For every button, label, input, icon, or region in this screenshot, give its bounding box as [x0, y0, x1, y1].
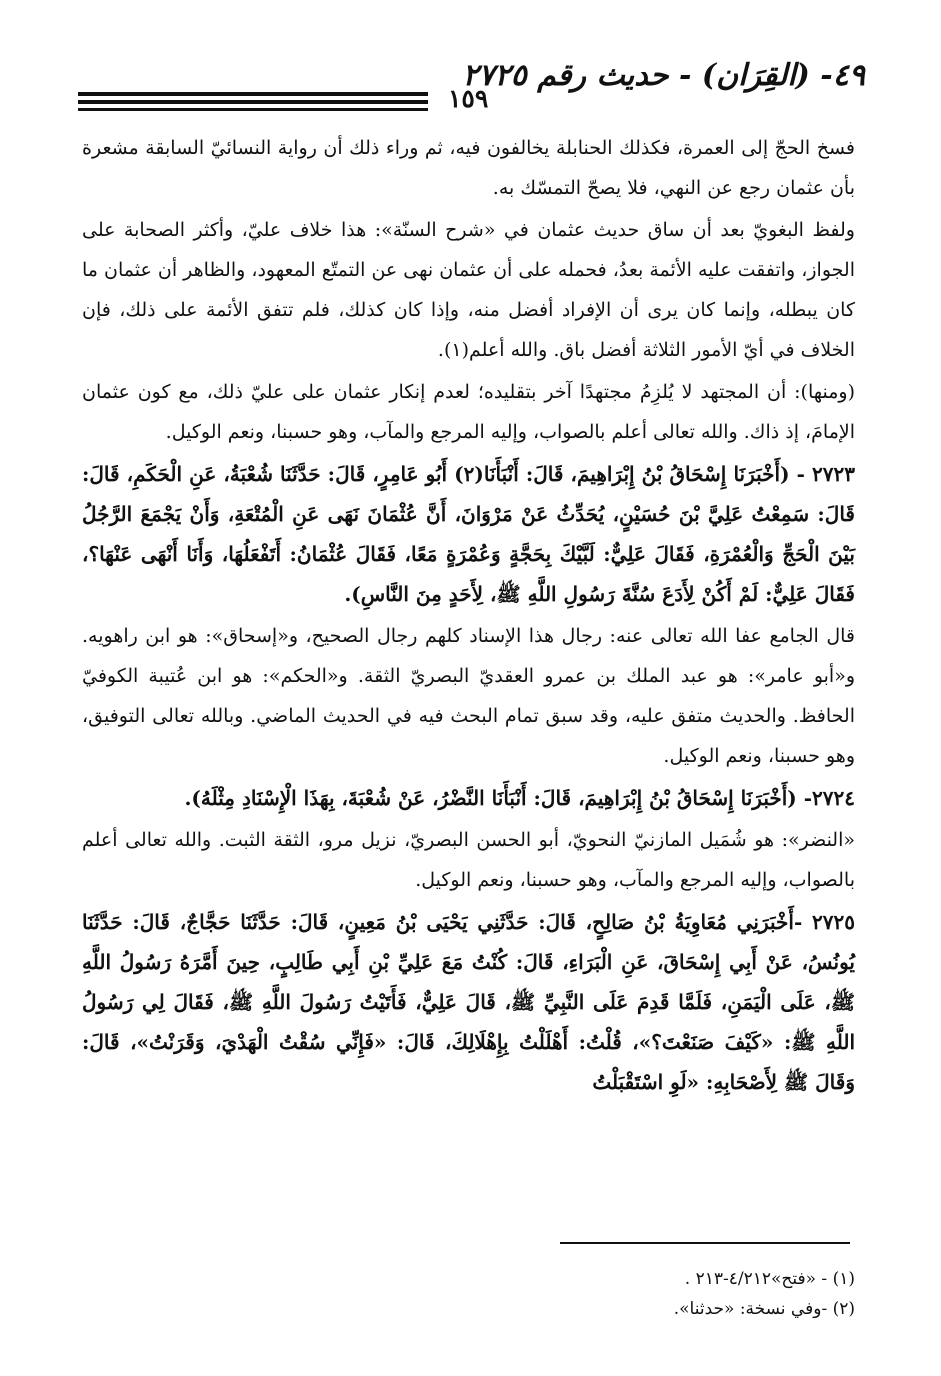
running-title: ٤٩- (القِرَان) - حديث رقم ٢٧٢٥	[462, 58, 865, 93]
main-text	[82, 128, 855, 1104]
paragraph: «النضر»: هو شُمَيل المازنيّ النحويّ، أبو الحسن البصريّ، نزيل مرو، الثقة الثبت. والله تعالى أعلم بالصواب، وإليه المرجع والمآب، وهو حسبنا، ونعم الوكيل.	[82, 829, 855, 891]
paragraph: (ومنها): أن المجتهد لا يُلزِمُ مجتهدًا آخر بتقليده؛ لعدم إنكار عثمان على عليّ ذلك، مع كون عثمان الإمامَ، إذ ذاك. والله تعالى أعلم بالصواب، وإليه المرجع والمآب، وهو حسبنا، ونعم الوكيل.	[82, 381, 855, 443]
paragraph: فسخ الحجّ إلى العمرة، فكذلك الحنابلة يخالفون فيه، ثم وراء ذلك أن رواية النسائيّ السابقة مشعرة بأن عثمان رجع عن النهي، فلا يصحّ التمسّك به.	[82, 137, 855, 199]
footnote-2: (٢) -وفي نسخة: «حدثنا».	[673, 1299, 855, 1319]
header-rule	[78, 92, 428, 96]
hadith-2724: ٢٧٢٤- (أَخْبَرَنَا إِسْحَاقُ بْنُ إِبْرَاهِيمَ، قَالَ: أَنْبَأَنَا النَّضْرُ، عَنْ شُعْبَةَ، بِهَذَا الْإِسْنَادِ مِثْلَهُ).	[184, 786, 855, 810]
header-rule	[78, 108, 428, 111]
hadith-2725: ٢٧٢٥ -أَخْبَرَنِي مُعَاوِيَةُ بْنُ صَالِحٍ، قَالَ: حَدَّثَنِي يَحْيَى بْنُ مَعِينٍ، قَالَ: حَدَّثَنَا حَجَّاجٌ، قَالَ: حَدَّثَنَا يُونُسُ، عَنْ أَبِي إِسْحَاقَ، عَنِ الْبَرَاءِ، قَالَ: كُنْتُ مَعَ عَلِيِّ بْنِ أَبِي طَالِبٍ، حِينَ أَمَّرَهُ رَسُولُ اللَّهِ ﷺ، عَلَى الْيَمَنِ، فَلَمَّا قَدِمَ عَلَى النَّبِيِّ ﷺ، قَالَ عَلِيٌّ، فَأَتَيْتُ رَسُولَ اللَّهِ ﷺ، فَقَالَ لِي رَسُولُ اللَّهِ ﷺ: «كَيْفَ صَنَعْتَ؟»، قُلْتُ: أَهْلَلْتُ بِإِهْلَالِكَ، قَالَ: «فَإِنِّي سُقْتُ الْهَدْيَ، وَقَرَنْتُ»، قَالَ: وَقَالَ ﷺ لِأَصْحَابِهِ: «لَوِ اسْتَقْبَلْتُ	[82, 910, 855, 1094]
paragraph: ولفظ البغويّ بعد أن ساق حديث عثمان في «شرح السنّة»: هذا خلاف عليّ، وأكثر الصحابة على الجواز، واتفقت عليه الأئمة بعدُ، فحمله على أن عثمان نهى عن التمتّع المعهود، والظاهر أن عثمان ما كان يبطله، وإنما كان يرى أن الإفراد أفضل منه، وإذا كان كذلك، فلم تتفق الأئمة على ذلك، فإن الخلاف في أيّ الأمور الثلاثة أفضل باق. والله أعلم(١).	[82, 219, 855, 361]
header-rule	[78, 100, 428, 104]
page-number: ١٥٩	[448, 84, 489, 113]
hadith-2723: ٢٧٢٣ - (أَخْبَرَنَا إِسْحَاقُ بْنُ إِبْرَاهِيمَ، قَالَ: أَنْبَأَنَا(٢) أَبُو عَامِرٍ، قَالَ: حَدَّثَنَا شُعْبَةُ، عَنِ الْحَكَمِ، قَالَ: قَالَ: سَمِعْتُ عَلِيَّ بْنَ حُسَيْنٍ، يُحَدِّثُ عَنْ مَرْوَانَ، أَنَّ عُثْمَانَ نَهَى عَنِ الْمُتْعَةِ، وَأَنْ يَجْمَعَ الرَّجُلُ بَيْنَ الْحَجِّ وَالْعُمْرَةِ، فَقَالَ عَلِيٌّ: لَبَّيْكَ بِحَجَّةٍ وَعُمْرَةٍ مَعًا، فَقَالَ عُثْمَانُ: أَتَفْعَلُهَا، وَأَنَا أَنْهَى عَنْهَا؟، فَقَالَ عَلِيٌّ: لَمْ أَكُنْ لِأَدَعَ سُنَّةَ رَسُولِ اللَّهِ ﷺ، لِأَحَدٍ مِنَ النَّاسِ).	[82, 462, 855, 606]
footnote-divider	[560, 1242, 850, 1244]
paragraph: قال الجامع عفا الله تعالى عنه: رجال هذا الإسناد كلهم رجال الصحيح، و«إسحاق»: هو ابن راهويه. و«أبو عامر»: هو عبد الملك بن عمرو العقديّ البصريّ الثقة. و«الحكم»: هو ابن عُتيبة الكوفيّ الحافظ. والحديث متفق عليه، وقد سبق تمام البحث فيه في الحديث الماضي. وبالله تعالى التوفيق، وهو حسبنا، ونعم الوكيل.	[82, 625, 855, 767]
footnote-1: (١) - «فتح»٤/٢١٢-٢١٣ .	[684, 1269, 855, 1289]
footnotes	[82, 1264, 855, 1324]
page-header	[70, 52, 871, 122]
